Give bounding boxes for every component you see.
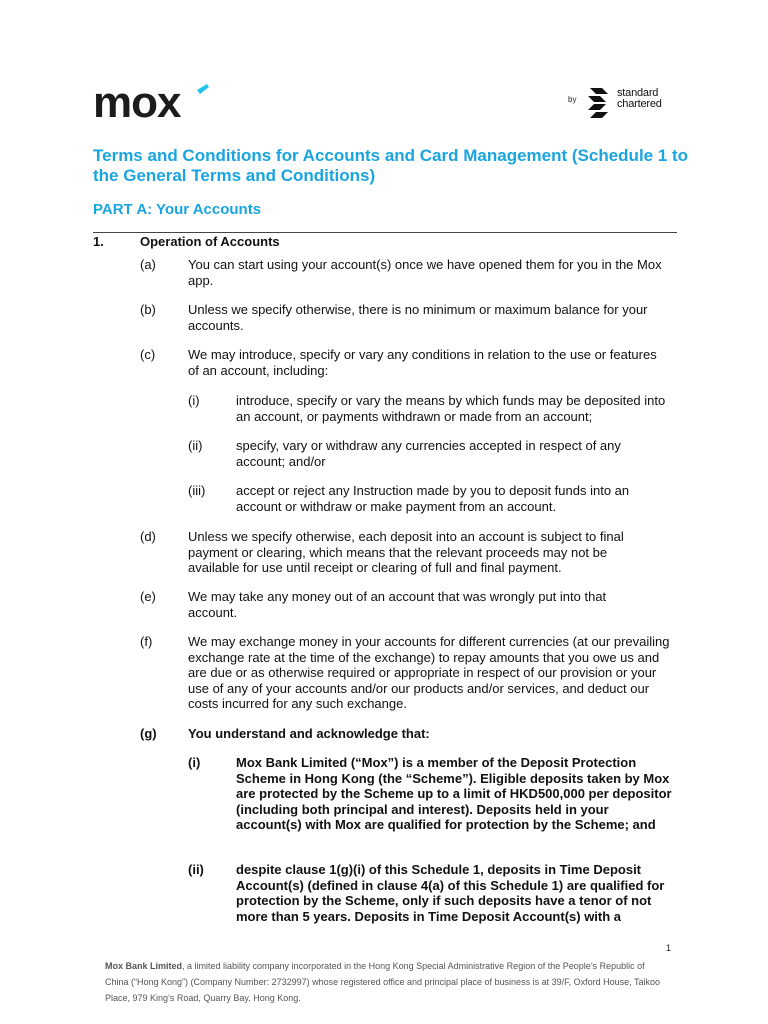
clause-g-label: (g): [140, 726, 157, 741]
clause-c-ii-label: (ii): [188, 438, 203, 453]
clause-c-label: (c): [140, 347, 156, 362]
clause-g-i-text: Mox Bank Limited (“Mox”) is a member of the Deposit Protection Scheme in Hong Kong (the “Scheme”). Eligible deposits taken by Mox are protected by the Scheme up to a limit of HKD500,000 per depositor (including both principal and interest). Deposits held in your account(s) with Mox are qualified for protection by the Scheme; and: [236, 755, 672, 832]
clause-c-text: We may introduce, specify or vary any conditions in relation to the use or features of an account, including:: [188, 347, 657, 378]
brand-name: standard chartered: [617, 87, 662, 110]
standard-chartered-icon: [586, 86, 612, 120]
clause-a-text: You can start using your account(s) once we have opened them for you in the Mox app.: [188, 257, 662, 288]
standard-chartered-brand: [568, 86, 678, 118]
footer-legal: [105, 958, 665, 1006]
clause-f-text: We may exchange money in your accounts for different currencies (at our prevailing exchange rate at the time of the exchange) to repay amounts that you owe us and are due or as otherwise required or appropriate in respect of our provision or your use of any of your accounts and/or our products and/or services, and deduct our costs incurred for any such exchange.: [188, 634, 670, 711]
section-number: 1.: [93, 234, 104, 249]
clause-e-text: We may take any money out of an account that was wrongly put into that account.: [188, 589, 607, 620]
divider: [93, 232, 677, 233]
clause-g-text: You understand and acknowledge that:: [188, 726, 430, 741]
clause-c-i-text: introduce, specify or vary the means by which funds may be deposited into an account, or payments withdrawn or made from an account;: [236, 393, 666, 424]
clause-b-text: Unless we specify otherwise, there is no minimum or maximum balance for your accounts.: [188, 302, 648, 333]
footer-company: Mox Bank Limited: [105, 961, 183, 971]
clause-f-label: (f): [140, 634, 153, 649]
clause-c-iii-text: accept or reject any Instruction made by you to deposit funds into an account or withdraw or make payment from an account.: [236, 483, 630, 514]
clause-d-text: Unless we specify otherwise, each deposit into an account is subject to final payment or clearing, which means that the relevant proceeds may not be available for use until receipt or clearing of full and final payment.: [188, 529, 624, 575]
clause-c-ii-text: specify, vary or withdraw any currencies accepted in respect of any account; and/or: [236, 438, 621, 469]
clause-d-label: (d): [140, 529, 156, 544]
mox-logo: [93, 84, 213, 125]
clause-a-label: (a): [140, 257, 156, 272]
document-title: Terms and Conditions for Accounts and Card Management (Schedule 1 to the General Terms and Conditions): [93, 146, 689, 185]
page-number: 1: [666, 943, 672, 953]
by-text: by: [568, 95, 577, 104]
clause-g-ii-text: despite clause 1(g)(i) of this Schedule 1, deposits in Time Deposit Account(s) (defined in clause 4(a) of this Schedule 1) are qualified for protection by the Scheme, only if such deposits have a tenor of not more than 5 years. Deposits in Time Deposit Account(s) with a: [236, 862, 665, 924]
clause-g-ii-label: (ii): [188, 862, 204, 877]
part-heading: PART A: Your Accounts: [93, 201, 262, 218]
section-title: Operation of Accounts: [140, 234, 280, 249]
clause-c-iii-label: (iii): [188, 483, 206, 498]
clause-b-label: (b): [140, 302, 156, 317]
clause-e-label: (e): [140, 589, 156, 604]
logo-accent: [197, 84, 209, 94]
logo-text: mox: [93, 84, 181, 120]
clause-c-i-label: (i): [188, 393, 200, 408]
clause-g-i-label: (i): [188, 755, 201, 770]
footer-text: , a limited liability company incorporated in the Hong Kong Special Administrative Region of the People’s Republic of China (“Hong Kong”) (Company Number: 2732997) whose registered office and principal place of business is at 39/F, Oxford House, Taikoo Place, 979 King’s Road, Quarry Bay, Hong Kong.: [105, 961, 660, 1003]
